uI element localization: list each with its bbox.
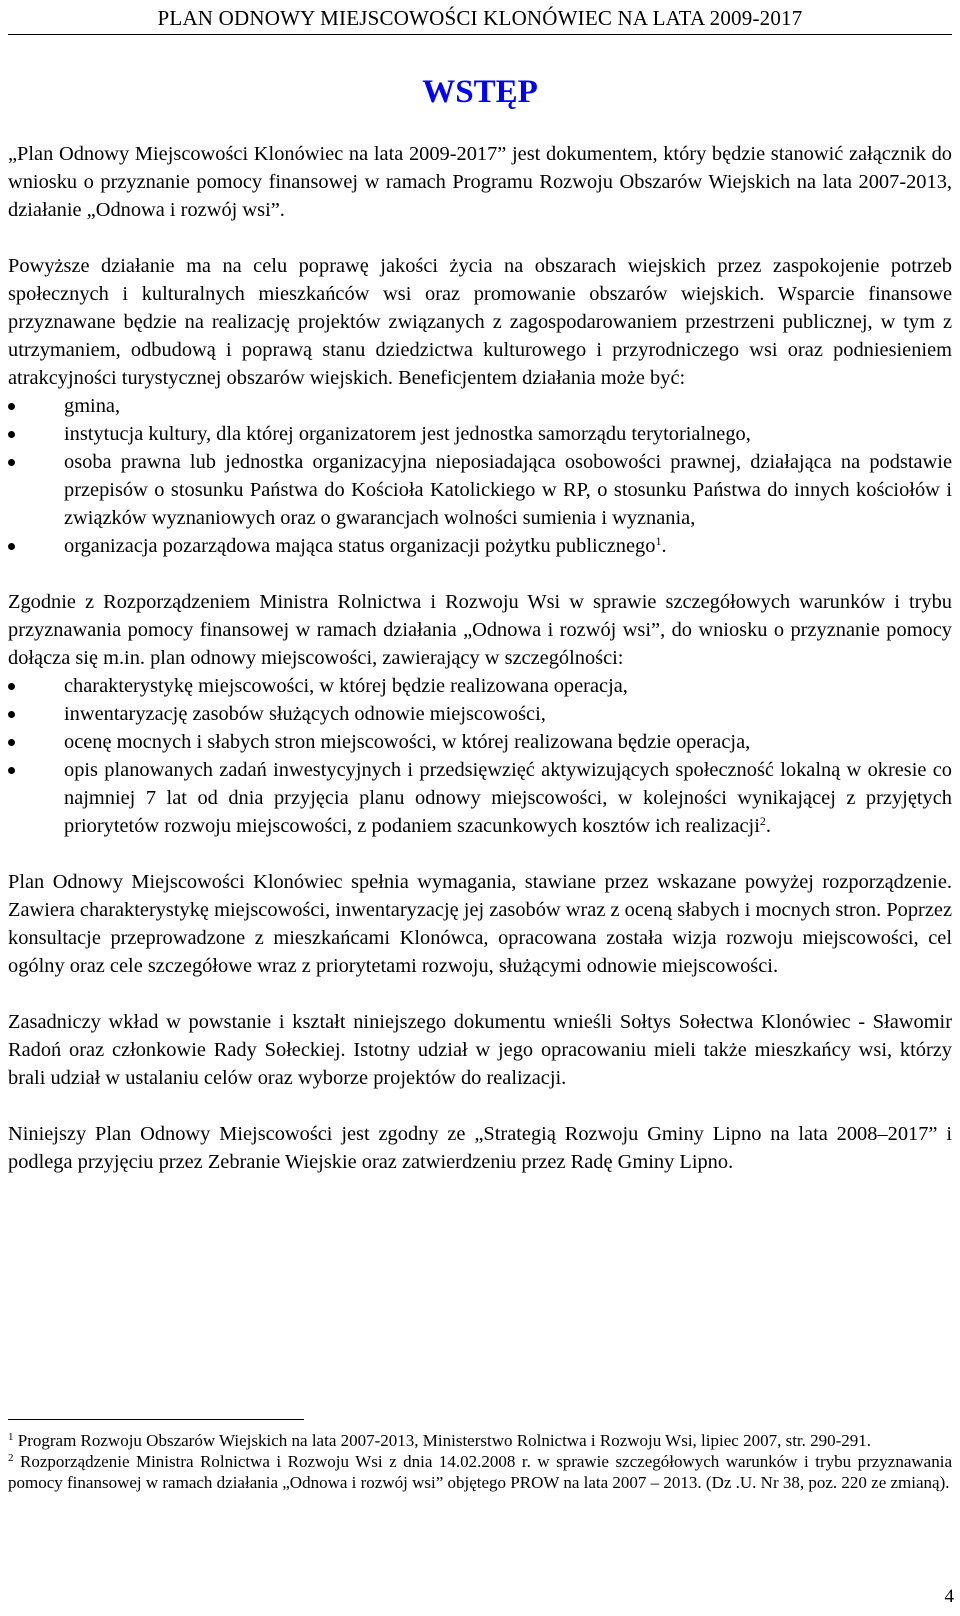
footnote-separator bbox=[8, 1419, 304, 1420]
list-item-end: . bbox=[765, 815, 771, 837]
footnote-ref: 2 bbox=[759, 814, 766, 828]
bullet-icon bbox=[8, 683, 15, 690]
bullet-icon bbox=[8, 459, 15, 466]
footnote-number: 1 bbox=[8, 1431, 14, 1443]
footnote-ref: 1 bbox=[655, 534, 662, 548]
footnote bbox=[8, 1430, 952, 1451]
footnotes bbox=[8, 1430, 952, 1493]
list-item bbox=[8, 532, 952, 560]
footnote bbox=[8, 1451, 952, 1493]
page-title: WSTĘP bbox=[422, 74, 538, 110]
bullet-icon bbox=[8, 767, 15, 774]
list-item bbox=[8, 448, 952, 532]
footnote-number: 2 bbox=[8, 1452, 14, 1464]
main-content bbox=[8, 140, 952, 1176]
list-item bbox=[8, 756, 952, 840]
list-item bbox=[8, 420, 952, 448]
page-number: 4 bbox=[944, 1586, 954, 1607]
purpose-paragraph: Powyższe działanie ma na celu poprawę jakości życia na obszarach wiejskich przez zaspokojenie potrzeb społecznych i kulturalnych mieszkańców wsi oraz promowanie obszarów wiejskich. Wsparcie finansowe przyznawane będzie na realizację projektów związanych z zagospodarowaniem przestrzeni publicznej, w tym z utrzymaniem, odbudową i poprawą stanu dziedzictwa kulturowego i przyrodniczego wsi oraz podniesieniem atrakcyjności turystycznej obszarów wiejskich. Beneficjentem działania może być: bbox=[8, 255, 952, 389]
bullet-icon bbox=[8, 543, 15, 550]
list-item-text: osoba prawna lub jednostka organizacyjna nieposiadająca osobowości prawnej, działająca na podstawie przepisów o stosunku Państwa do Kościoła Katolickiego w RP, o stosunku Państwa do innych kościołów i związków wyznaniowych oraz o gwarancjach wolności sumienia i wyznania, bbox=[64, 451, 952, 529]
running-header: PLAN ODNOWY MIEJSCOWOŚCI KLONÓWIEC NA LATA 2009-2017 bbox=[157, 6, 803, 30]
plan-contents-list bbox=[8, 672, 952, 840]
intro-paragraph: „Plan Odnowy Miejscowości Klonówiec na lata 2009-2017” jest dokumentem, który będzie stanowić załącznik do wniosku o przyznanie pomocy finansowej w ramach Programu Rozwoju Obszarów Wiejskich na lata 2007-2013, działanie „Odnowa i rozwój wsi”. bbox=[8, 143, 952, 221]
list-item-text: organizacja pozarządowa mająca status organizacji pożytku publicznego bbox=[64, 535, 656, 557]
bullet-icon bbox=[8, 431, 15, 438]
list-item-text: instytucja kultury, dla której organizatorem jest jednostka samorządu terytorialnego, bbox=[64, 423, 751, 445]
bullet-icon bbox=[8, 711, 15, 718]
list-item bbox=[8, 728, 952, 756]
footnote-text: Program Rozwoju Obszarów Wiejskich na lata 2007-2013, Ministerstwo Rolnictwa i Rozwoju Wsi, lipiec 2007, str. 290-291. bbox=[13, 1431, 872, 1450]
compliance-paragraph: Plan Odnowy Miejscowości Klonówiec spełnia wymagania, stawiane przez wskazane powyżej rozporządzenie. Zawiera charakterystykę miejscowości, inwentaryzację jej zasobów wraz z oceną słabych i mocnych stron. Poprzez konsultacje przeprowadzone z mieszkańcami Klonówca, opracowana została wizja rozwoju miejscowości, cel ogólny oraz cele szczegółowe wraz z priorytetami rozwoju, służącymi odnowie miejscowości. bbox=[8, 871, 952, 977]
list-item-text: ocenę mocnych i słabych stron miejscowości, w której realizowana będzie operacja, bbox=[64, 731, 751, 753]
list-item-text: opis planowanych zadań inwestycyjnych i przedsięwzięć aktywizujących społeczność lokalną w okresie co najmniej 7 lat od dnia przyjęcia planu odnowy miejscowości, w kolejności wynikającej z przyjętych priorytetów rozwoju miejscowości, z podaniem szacunkowych kosztów ich realizacji bbox=[64, 759, 952, 837]
list-item bbox=[8, 700, 952, 728]
list-item bbox=[8, 672, 952, 700]
list-item-text: inwentaryzację zasobów służących odnowie miejscowości, bbox=[64, 703, 546, 725]
bullet-icon bbox=[8, 739, 15, 746]
bullet-icon bbox=[8, 403, 15, 410]
header-rule bbox=[8, 34, 952, 35]
footnote-text: Rozporządzenie Ministra Rolnictwa i Rozwoju Wsi z dnia 14.02.2008 r. w sprawie szczegółowych warunków i trybu przyznawania pomocy finansowej w ramach działania „Odnowa i rozwój wsi” objętego PROW na lata 2007 – 2013. (Dz .U. Nr 38, poz. 220 ze zmianą). bbox=[8, 1452, 952, 1492]
list-item bbox=[8, 392, 952, 420]
consistency-paragraph: Niniejszy Plan Odnowy Miejscowości jest zgodny ze „Strategią Rozwoju Gminy Lipno na lata 2008–2017” i podlega przyjęciu przez Zebranie Wiejskie oraz zatwierdzeniu przez Radę Gminy Lipno. bbox=[8, 1123, 952, 1173]
list-item-text: charakterystykę miejscowości, w której będzie realizowana operacja, bbox=[64, 675, 628, 697]
list-item-text: gmina, bbox=[64, 395, 121, 417]
beneficiaries-list bbox=[8, 392, 952, 560]
list-item-end: . bbox=[661, 535, 667, 557]
regulation-paragraph: Zgodnie z Rozporządzeniem Ministra Rolnictwa i Rozwoju Wsi w sprawie szczegółowych warunków i trybu przyznawania pomocy finansowej w ramach działania „Odnowa i rozwój wsi”, do wniosku o przyznanie pomocy dołącza się m.in. plan odnowy miejscowości, zawierający w szczególności: bbox=[8, 591, 952, 669]
contributors-paragraph: Zasadniczy wkład w powstanie i kształt niniejszego dokumentu wnieśli Sołtys Sołectwa Klonówiec - Sławomir Radoń oraz członkowie Rady Sołeckiej. Istotny udział w jego opracowaniu mieli także mieszkańcy wsi, którzy brali udział w ustalaniu celów oraz wyborze projektów do realizacji. bbox=[8, 1011, 952, 1089]
